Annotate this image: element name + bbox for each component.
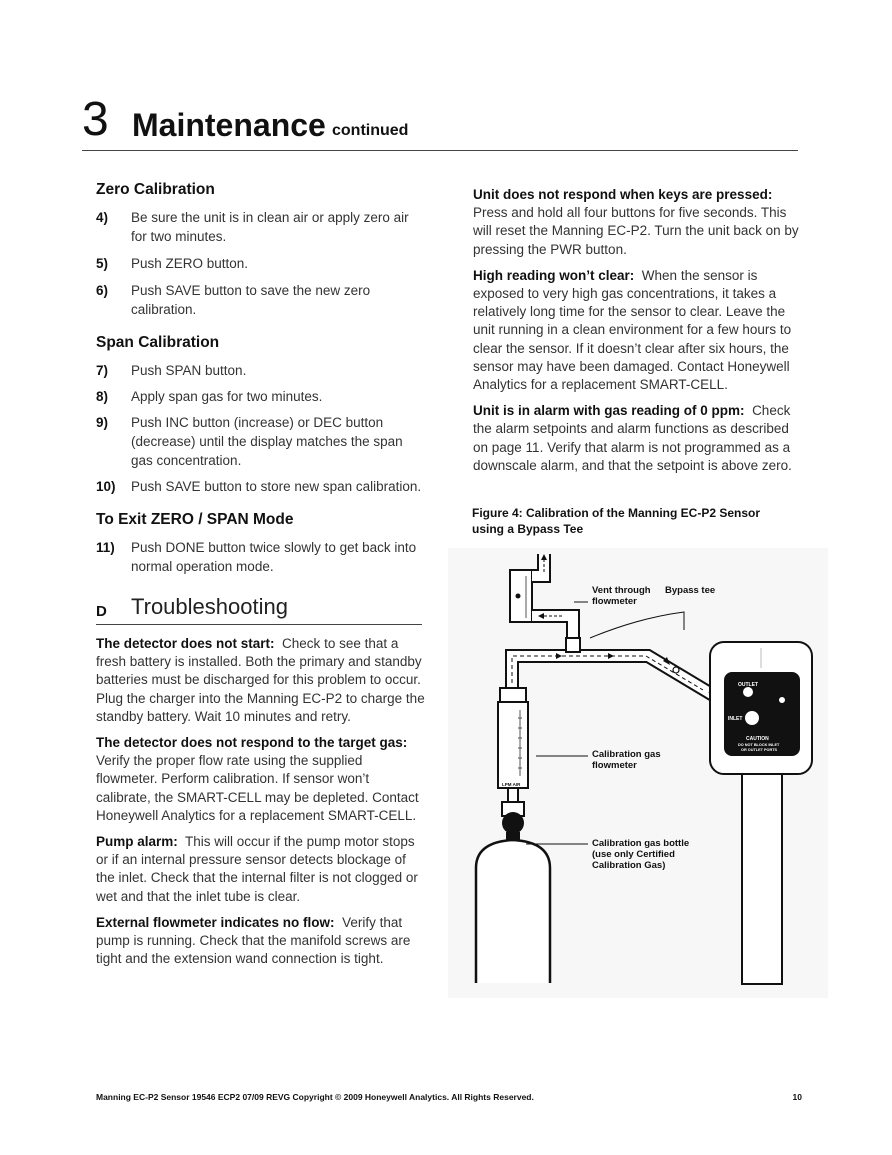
right-column xyxy=(473,186,803,483)
step-item xyxy=(96,387,426,406)
flowmeter-unit: LPM AIR xyxy=(502,782,521,787)
calibration-diagram xyxy=(448,548,828,998)
step-number: 11) xyxy=(96,540,115,555)
header-rule xyxy=(82,150,798,151)
step-item xyxy=(96,254,426,273)
trouble-item-text: Check the alarm setpoints and alarm functions as described on page 11. Verify that alarm is not programmed as a downscale alarm, and that the setpoint is above zero. xyxy=(473,403,792,473)
step-number: 9) xyxy=(96,415,109,430)
step-number: 4) xyxy=(96,210,109,225)
calflow-label-1: Calibration gas xyxy=(592,749,661,760)
vent-label-1: Vent through xyxy=(592,585,651,596)
step-item xyxy=(96,208,426,246)
inlet-text: INLET xyxy=(728,716,743,722)
zero-calibration-heading: Zero Calibration xyxy=(96,181,215,198)
step-number: 8) xyxy=(96,389,109,404)
trouble-item-heading: The detector does not respond to the target gas: xyxy=(96,735,408,751)
step-item xyxy=(96,538,426,576)
step-text: Push DONE button twice slowly to get back into normal operation mode. xyxy=(131,540,417,574)
troubleshooting-heading xyxy=(96,594,422,625)
outlet-text: OUTLET xyxy=(738,682,758,688)
chapter-number: 3 xyxy=(82,93,109,146)
leader-bypass xyxy=(590,612,684,638)
trouble-item-heading: Unit is in alarm with gas reading of 0 ppm: xyxy=(473,403,745,419)
flowmeter-cap xyxy=(500,688,526,702)
chapter-title: Maintenance xyxy=(132,107,326,143)
chapter-continued: continued xyxy=(332,122,409,139)
trouble-item-heading: External flowmeter indicates no flow: xyxy=(96,914,335,930)
trouble-item xyxy=(96,734,426,825)
step-text: Push ZERO button. xyxy=(131,256,249,271)
page-footer xyxy=(96,1092,802,1102)
trouble-item xyxy=(473,402,803,475)
bottle-label-1: Calibration gas bottle xyxy=(592,838,690,849)
trouble-item-text: Verify that pump is running. Check that the manifold screws are tight and the extension wand connection is tight. xyxy=(96,914,411,967)
trouble-item xyxy=(473,186,803,259)
regulator-knob xyxy=(502,812,524,834)
step-item xyxy=(96,361,426,380)
trouble-item xyxy=(96,914,426,969)
bottle-label-2: (use only Certified xyxy=(592,849,675,860)
step-text: Apply span gas for two minutes. xyxy=(131,389,323,404)
vent-label-2: flowmeter xyxy=(592,596,637,607)
figure-caption xyxy=(472,505,792,537)
chapter-header xyxy=(82,93,798,152)
section-letter: D xyxy=(96,603,107,620)
sensor-handle xyxy=(742,774,782,984)
step-text: Push SAVE button to save the new zero calibration. xyxy=(131,283,371,317)
bypass-tee-junction xyxy=(566,638,580,652)
step-item xyxy=(96,477,426,496)
calibration-diagram-svg xyxy=(448,548,828,998)
trouble-item-text: Check to see that a fresh battery is installed. Both the primary and standby batteries must be discharged for this problem to occur. Plug the charger into the Manning EC-P2 to charge the standby battery. Wait 10 minutes and retry. xyxy=(96,636,425,724)
exit-mode-heading: To Exit ZERO / SPAN Mode xyxy=(96,511,294,528)
step-number: 10) xyxy=(96,479,116,494)
step-text: Push SAVE button to store new span calibration. xyxy=(131,479,422,494)
page-number: 10 xyxy=(792,1092,802,1102)
figure-caption-line: using a Bypass Tee xyxy=(472,522,584,536)
step-text: Be sure the unit is in clean air or apply zero air for two minutes. xyxy=(131,210,409,244)
span-calibration-heading: Span Calibration xyxy=(96,334,220,351)
trouble-item xyxy=(96,833,426,906)
panel-screw xyxy=(779,697,785,703)
troubleshooting-title: Troubleshooting xyxy=(131,594,288,619)
trouble-item-text: This will occur if the pump motor stops or if an internal pressure sensor detects blockage of the inlet. Check that the internal filter is not clogged or wet and that the inlet tube is clear. xyxy=(96,834,418,904)
caution-text: CAUTION xyxy=(746,736,769,742)
step-text: Push INC button (increase) or DEC button (decrease) until the display matches the span gas concentration. xyxy=(131,415,403,468)
trouble-item-heading: Unit does not respond when keys are pressed: xyxy=(473,187,773,202)
trouble-item-text: Verify the proper flow rate using the supplied flowmeter. Perform calibration. If sensor won’t calibrate, the SMART-CELL may be depleted. Contact Honeywell Analytics for a replacement SMART-CELL. xyxy=(96,753,419,823)
trouble-item-heading: Pump alarm: xyxy=(96,834,178,850)
trouble-item-text: Press and hold all four buttons for five seconds. This will reset the Manning EC-P2. Turn the unit back on by pressing the PWR button. xyxy=(473,205,799,257)
flowmeter-stem xyxy=(508,788,518,802)
step-text: Push SPAN button. xyxy=(131,363,247,378)
calibration-gas-bottle xyxy=(476,840,550,983)
trouble-item-heading: High reading won’t clear: xyxy=(473,267,635,283)
trouble-item-heading: The detector does not start: xyxy=(96,636,275,651)
calibration-flowmeter xyxy=(498,702,528,788)
step-number: 7) xyxy=(96,363,109,378)
vent-flowmeter xyxy=(510,570,532,622)
footer-text: Manning EC-P2 Sensor 19546 ECP2 07/09 REVG Copyright © 2009 Honeywell Analytics. All Rights Reserved. xyxy=(96,1092,534,1102)
wand-fitting xyxy=(673,667,679,673)
step-item xyxy=(96,413,426,470)
trouble-item xyxy=(473,267,803,394)
left-column xyxy=(96,180,426,976)
calflow-label-2: flowmeter xyxy=(592,760,637,771)
caution-text-2: DO NOT BLOCK INLET xyxy=(738,743,780,747)
step-number: 6) xyxy=(96,283,109,298)
bottle-label-3: Calibration Gas) xyxy=(592,860,666,871)
trouble-item-text: When the sensor is exposed to very high gas concentrations, it takes a relatively long time for the sensor to clear. Leave the unit running in a clean environment for a few hours to clear the sensor. If it doesn’t clear after six hours, the sensor may have been damaged. Contact Honeywell Analytics for a replacement SMART-CELL. xyxy=(473,267,792,393)
inlet-port xyxy=(744,710,760,726)
figure-caption-line: Figure 4: Calibration of the Manning EC-P2 Sensor xyxy=(472,506,761,520)
step-number: 5) xyxy=(96,256,109,271)
bypass-label: Bypass tee xyxy=(665,585,716,596)
step-item xyxy=(96,281,426,319)
trouble-item xyxy=(96,635,426,726)
caution-text-3: OR OUTLET PORTS xyxy=(741,748,778,752)
vent-flowmeter-ball xyxy=(516,594,521,599)
